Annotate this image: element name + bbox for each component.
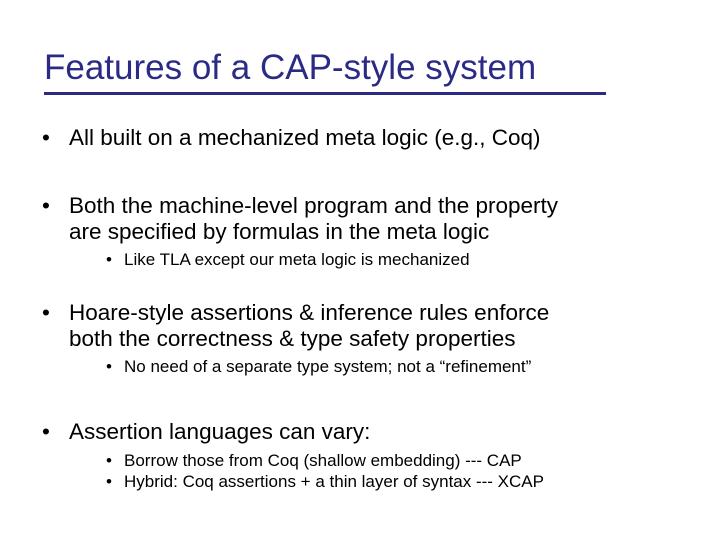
bullet-text: Hoare-style assertions & inference rules enforce [69, 300, 550, 325]
bullet-2-continuation: are specified by formulas in the meta logic [69, 219, 490, 244]
sub-bullet-marker: • [106, 357, 112, 376]
sub-bullet-text: Borrow those from Coq (shallow embedding) --- CAP [124, 451, 522, 470]
sub-bullet-text: No need of a separate type system; not a “refinement” [124, 357, 532, 376]
sub-bullet-text: Like TLA except our meta logic is mechanized [124, 250, 470, 269]
bullet-text: Both the machine-level program and the property [69, 193, 559, 218]
bullet-marker: • [42, 125, 50, 150]
bullet-text: All built on a mechanized meta logic (e.g., Coq) [69, 125, 541, 150]
title-underline [44, 92, 606, 95]
slide-title: Features of a CAP-style system [44, 48, 537, 87]
bullet-marker: • [42, 419, 50, 444]
bullet-text: Assertion languages can vary: [69, 419, 371, 444]
sub-bullet-marker: • [106, 451, 112, 470]
sub-bullet-text: Hybrid: Coq assertions + a thin layer of syntax --- XCAP [124, 472, 544, 491]
bullet-marker: • [42, 193, 50, 218]
bullet-3-continuation: both the correctness & type safety properties [69, 326, 516, 351]
bullet-marker: • [42, 300, 50, 325]
sub-bullet-marker: • [106, 250, 112, 269]
sub-bullet-marker: • [106, 472, 112, 491]
